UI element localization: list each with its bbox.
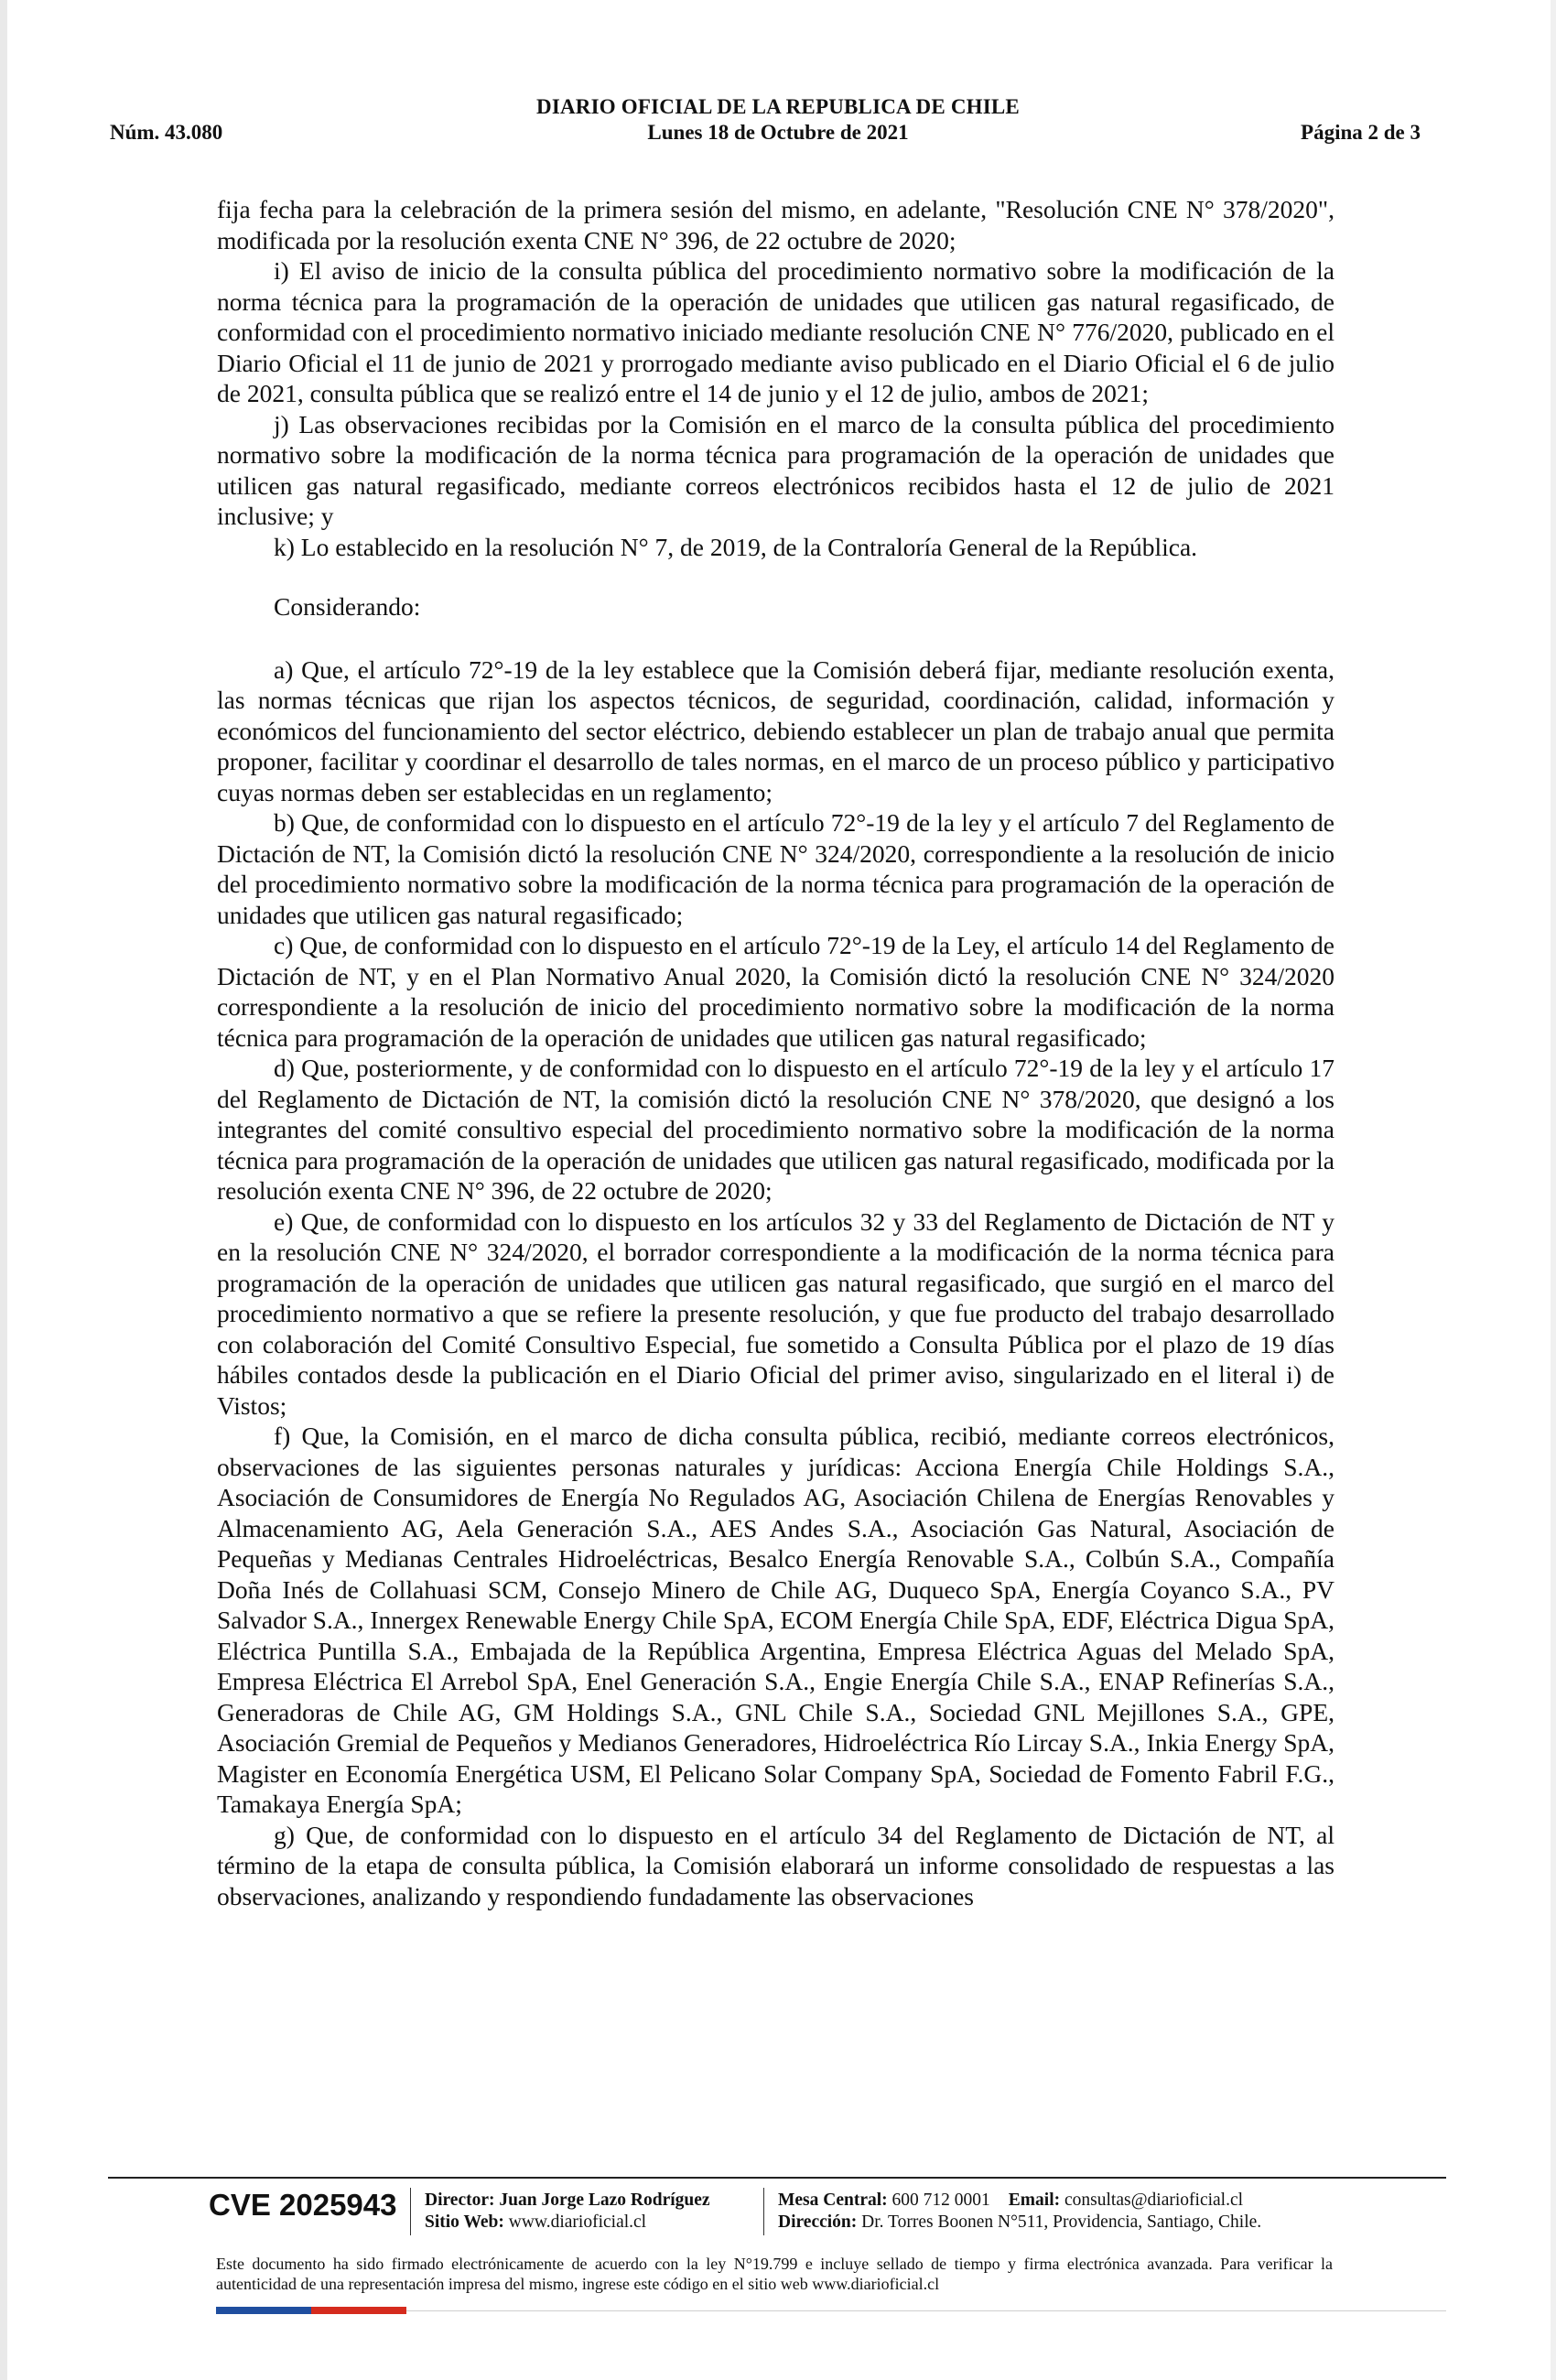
paragraph-considerando-g: g) Que, de conformidad con lo dispuesto en el artículo 34 del Reglamento de Dictación de NT, al término de la etapa de consulta pública, la Comisión elaborará un informe consolidado de respuestas a las observaciones, analizando y respondiendo fundadamente las observaciones: [217, 1820, 1334, 1910]
paragraph-continuation: fija fecha para la celebración de la primera sesión del mismo, en adelante, "Resolución CNE N° 378/2020", modificada por la resolución exenta CNE N° 396, de 22 octubre de 2020;: [217, 195, 1334, 254]
paragraph-visto-k: k) Lo establecido en la resolución N° 7, de 2019, de la Contraloría General de la República.: [274, 532, 1198, 561]
footer-divider: [108, 2177, 1446, 2179]
gazette-title: DIARIO OFICIAL DE LA REPUBLICA DE CHILE: [536, 95, 1020, 118]
footer-director-block: [425, 2190, 710, 2234]
email-label: Email:: [1008, 2191, 1061, 2210]
footer-contact-block: [778, 2190, 1261, 2234]
flag-line: [406, 2310, 1446, 2311]
paragraph-considerando-b: b) Que, de conformidad con lo dispuesto en el artículo 72°-19 de la ley y el artículo 7 del Reglamento de Dictación de NT, la Comisión dictó la resolución CNE N° 324/2020, correspondiente a la resolución de inicio del procedimiento normativo sobre la modificación de la norma técnica para programación de la operación de unidades que utilicen gas natural regasificado;: [217, 808, 1334, 929]
document-body: [217, 194, 1334, 1911]
footer-separator: [763, 2188, 764, 2235]
cve-code: CVE 2025943: [209, 2188, 397, 2222]
legal-notice: [216, 2254, 1333, 2294]
scan-right-edge: [1551, 0, 1556, 2380]
page-indicator: Página 2 de 3: [1301, 121, 1421, 144]
paragraph-considerando-e: e) Que, de conformidad con lo dispuesto en los artículos 32 y 33 del Reglamento de Dictación de NT y en la resolución CNE N° 324/2020, el borrador correspondiente a la modificación de la norma técnica para programación de la operación de unidades que utilicen gas natural regasificado, que surgió en el marco del procedimiento normativo a que se refiere la presente resolución, y que fue producto del trabajo desarrollado con colaboración del Comité Consultivo Especial, fue sometido a Consulta Pública por el plazo de 19 días hábiles contados desde la publicación en el Diario Oficial del primer aviso, singularizado en el literal i) de Vistos;: [217, 1206, 1334, 1420]
flag-blue-segment: [216, 2307, 311, 2314]
considerando-heading: Considerando:: [274, 592, 421, 621]
paragraph-considerando-f: f) Que, la Comisión, en el marco de dicha consulta pública, recibió, mediante correos electrónicos, observaciones de las siguientes personas naturales y jurídicas: Acciona Energía Chile Holdings S.A., Asociación de Consumidores de Energía No Regulados AG, Asociación Chilena de Energías Renovables y Almacenamiento AG, Aela Generación S.A., AES Andes S.A., Asociación Gas Natural, Asociación de Pequeñas y Medianas Centrales Hidroeléctricas, Besalco Energía Renovable S.A., Colbún S.A., Compañía Doña Inés de Collahuasi SCM, Consejo Minero de Chile AG, Duqueco SpA, Energía Coyanco S.A., PV Salvador S.A., Innergex Renewable Energy Chile SpA, ECOM Energía Chile SpA, EDF, Eléctrica Digua SpA, Eléctrica Puntilla S.A., Embajada de la República Argentina, Empresa Eléctrica Aguas del Melado SpA, Empresa Eléctrica El Arrebol SpA, Enel Generación S.A., Engie Energía Chile S.A., ENAP Refinerías S.A., Generadoras de Chile AG, GM Holdings S.A., GNL Chile S.A., Sociedad GNL Mejillones S.A., GPE, Asociación Gremial de Pequeños y Medianos Generadores, Hidroeléctrica Río Lircay S.A., Inkia Energy SpA, Magister en Economía Energética USM, El Pelicano Solar Company SpA, Sociedad de Fomento Fabril F.G., Tamakaya Energía SpA;: [217, 1422, 1334, 1818]
flag-red-segment: [311, 2307, 406, 2314]
director-name: Juan Jorge Lazo Rodríguez: [499, 2191, 710, 2210]
paragraph-considerando-d: d) Que, posteriormente, y de conformidad con lo dispuesto en el artículo 72°-19 de la ley y el artículo 17 del Reglamento de Dictación de NT, la comisión dictó la resolución CNE N° 378/2020, que designó a los integrantes del comité consultivo especial del procedimiento normativo sobre la modificación de la norma técnica para programación de la operación de unidades que utilicen gas natural regasificado, modificada por la resolución exenta CNE N° 396, de 22 octubre de 2020;: [217, 1054, 1334, 1205]
paragraph-visto-j: j) Las observaciones recibidas por la Comisión en el marco de la consulta pública del procedimiento normativo sobre la modificación de la norma técnica para programación de la operación de unidades que utilicen gas natural regasificado, mediante correos electrónicos recibidos hasta el 12 de julio de 2021 inclusive; y: [217, 409, 1334, 530]
address-label: Dirección:: [778, 2212, 858, 2232]
website-link[interactable]: www.diarioficial.cl: [508, 2212, 647, 2232]
flag-stripe: [216, 2307, 406, 2314]
paragraph-visto-i: i) El aviso de inicio de la consulta pública del procedimiento normativo sobre la modificación de la norma técnica para la programación de la operación de unidades que utilicen gas natural regasificado, de conformidad con el procedimiento normativo iniciado mediante resolución CNE N° 776/2020, publicado en el Diario Oficial el 11 de junio de 2021 y prorrogado mediante aviso publicado en el Diario Oficial el 6 de julio de 2021, consulta pública que se realizó entre el 14 de junio y el 12 de julio, ambos de 2021;: [217, 256, 1334, 407]
address-text: Dr. Torres Boonen N°511, Providencia, Santiago, Chile.: [861, 2212, 1262, 2232]
issue-number: Núm. 43.080: [110, 121, 223, 144]
scan-left-edge: [0, 0, 7, 2380]
director-label: Director:: [425, 2191, 495, 2210]
central-phone: 600 712 0001: [891, 2191, 990, 2210]
central-label: Mesa Central:: [778, 2191, 888, 2210]
issue-date: Lunes 18 de Octubre de 2021: [647, 121, 909, 144]
footer-separator: [410, 2188, 411, 2235]
email-link[interactable]: consultas@diarioficial.cl: [1064, 2191, 1244, 2210]
website-label: Sitio Web:: [425, 2212, 504, 2232]
paragraph-considerando-a: a) Que, el artículo 72°-19 de la ley establece que la Comisión deberá fijar, mediante resolución exenta, las normas técnicas que rijan los aspectos técnicos, de seguridad, coordinación, calidad, información y económicos del funcionamiento del sector eléctrico, debiendo establecer un plan de trabajo anual que permita proponer, facilitar y coordinar el desarrollo de tales normas, en el marco de un proceso público y participativo cuyas normas deben ser establecidas en un reglamento;: [217, 654, 1334, 806]
paragraph-considerando-c: c) Que, de conformidad con lo dispuesto en el artículo 72°-19 de la Ley, el artículo 14 del Reglamento de Dictación de NT, y en el Plan Normativo Anual 2020, la Comisión dictó la resolución CNE N° 324/2020 correspondiente a la resolución de inicio del procedimiento normativo sobre la modificación de la norma técnica para programación de la operación de unidades que utilicen gas natural regasificado;: [217, 931, 1334, 1052]
legal-notice-text: Este documento ha sido firmado electrónicamente de acuerdo con la ley N°19.799 e incluye sellado de tiempo y firma electrónica avanzada. Para verificar la autenticidad de una representación impresa del mismo, ingrese este código en el sitio web www.diarioficial.cl: [216, 2255, 1333, 2293]
